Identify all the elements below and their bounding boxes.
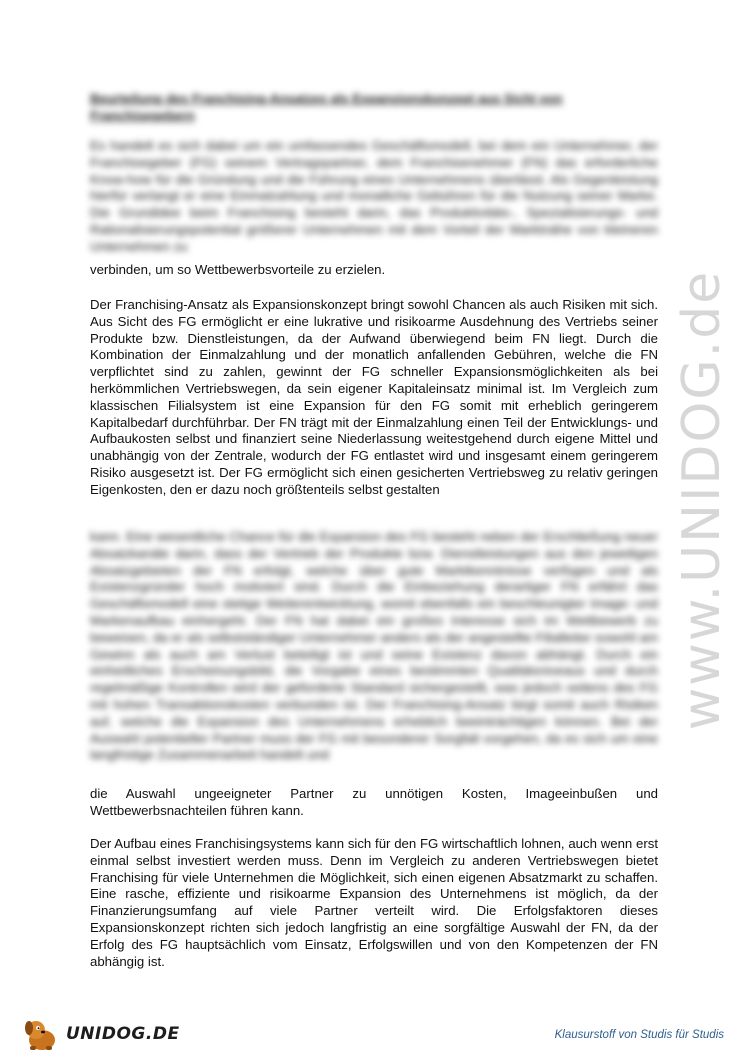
paragraph-2-blurred: kann. Eine wesentliche Chance für die Expansion des FG besteht neben der Erschließung neuer Absatzkanäle darin, dass der Vertrieb der Produkte bzw. Dienstleistungen aus den jeweiligen Absatzgebieten der FN erfolgt, welche über gute Marktkenntnisse verfügen und als Existenzgründer hoch motiviert sind. Durch die Einbeziehung derartiger FN erfährt das Geschäftsmodell eine stetige Weiterentwicklung, womit ebenfalls ein beschleunigter Image- und Markenaufbau einhergeht. Der FN hat dabei ein großes Interesse sich im Wettbewerb zu beweisen, da er als selbstständiger Unternehmer anders als der angestellte Filialleiter sowohl am Gewinn als auch am Verlust beteiligt ist und seine Existenz davon abhängt. Durch ein einheitliches Erscheinungsbild, die Vorgabe eines bestimmten Qualitätsniveaus und durch regelmäßige Kontrollen wird der geforderte Standard sichergestellt, was jedoch seitens des FG mit hohen Transaktionskosten verbunden ist. Der Franchising-Ansatz birgt somit auch Risiken auf, welche die Expansion des Unternehmens erheblich beeinträchtigen können. Bei der Auswahl potentieller Partner muss der FG mit besonderer Sorgfalt vorgehen, da es sich um eine langfristige Zusammenarbeit handelt und [90,529,658,763]
paragraph-3: Der Aufbau eines Franchisingsystems kann sich für den FG wirtschaftlich lohnen, auch wenn erst einmal selbst investiert werden muss. Denn im Vergleich zu anderen Vertriebswegen bietet Franchising für viele Unternehmen die Möglichkeit, sich einen eigenen Absatzmarkt zu schaffen. Eine rasche, effiziente und risikoarme Expansion des Unternehmens ist möglich, da der Finanzierungsumfang auf viele Partner verteilt wird. Die Erfolgsfaktoren dieses Expansionskonzept richten sich jedoch langfristig an eine sorgfältige Auswahl der FN, da der Erfolg des FG hauptsächlich vom Einsatz, Erfolgswillen und von den Kompetenzen der FN abhängig ist. [90,836,658,969]
document-heading: Beurteilung des Franchising-Ansatzes als Expansionskonzept aus Sicht von Franchisegebern [90,91,563,123]
unidog-logo [22,1018,180,1052]
footer-claim: Klausurstoff von Studis für Studis [554,1029,724,1041]
watermark [662,250,742,730]
paragraph-1-blurred: Es handelt es sich dabei um ein umfassendes Geschäftsmodell, bei dem ein Unternehmer, der Franchisegeber (FG) seinem Vertragspartner, dem Franchisenehmer (FN) das erforderliche Know-how für die Gründung und die Führung eines Unternehmens überlässt. Als Gegenleistung hierfür verlangt er eine Einmalzahlung und monatliche Gebühren für die Nutzung seiner Marke. Die Grundidee beim Franchising besteht darin, das Produktivitäts-, Spezialisierungs- und Rationalisierungspotential größerer Unternehmen mit dem Vorteil der Marktnähe von kleineren Unternehmen zu [90,138,658,254]
dog-mascot-icon [22,1018,62,1052]
watermark-text: www.UNIDOG.de [672,269,732,730]
paragraph-2-tail: die Auswahl ungeeigneter Partner zu unnötigen Kosten, Imageeinbußen und Wettbewerbsnachteilen führen kann. [90,786,658,818]
paragraph-1-visible: verbinden, um so Wettbewerbsvorteile zu erzielen. [90,262,386,277]
logo-text: UNIDOG.DE [66,1024,180,1044]
paragraph-2-visible: Der Franchising-Ansatz als Expansionskonzept bringt sowohl Chancen als auch Risiken mit sich. Aus Sicht des FG ermöglicht er eine lukrative und risikoarme Ausdehnung des Vertriebs seiner Produkte bzw. Dienstleistungen, da der Aufwand überwiegend beim FN liegt. Durch die Kombination der Einmalzahlung und der monatlich anfallenden Gebühren, welche die FN verpflichtet sind zu zahlen, gewinnt der FG schneller Expansionsmöglichkeiten als bei herkömmlichen Vertriebswegen, da sein eigener Kapitaleinsatz minimal ist. Im Vergleich zum klassischen Filialsystem ist eine Expansion für den FG somit mit erheblich geringerem Kapitalbedarf durchführbar. Der FN trägt mit der Einmalzahlung einen Teil der Entwicklungs- und Aufbaukosten selbst und finanziert seine Niederlassung weitestgehend durch eigene Mittel und unabhängig von der Zentrale, wodurch der FG entlastet wird und insgesamt einem geringerem Risiko ausgesetzt ist. Der FG ermöglicht sich einen gesicherten Vertriebsweg zu relativ geringen Eigenkosten, den er dazu noch größtenteils selbst gestalten [90,297,658,497]
